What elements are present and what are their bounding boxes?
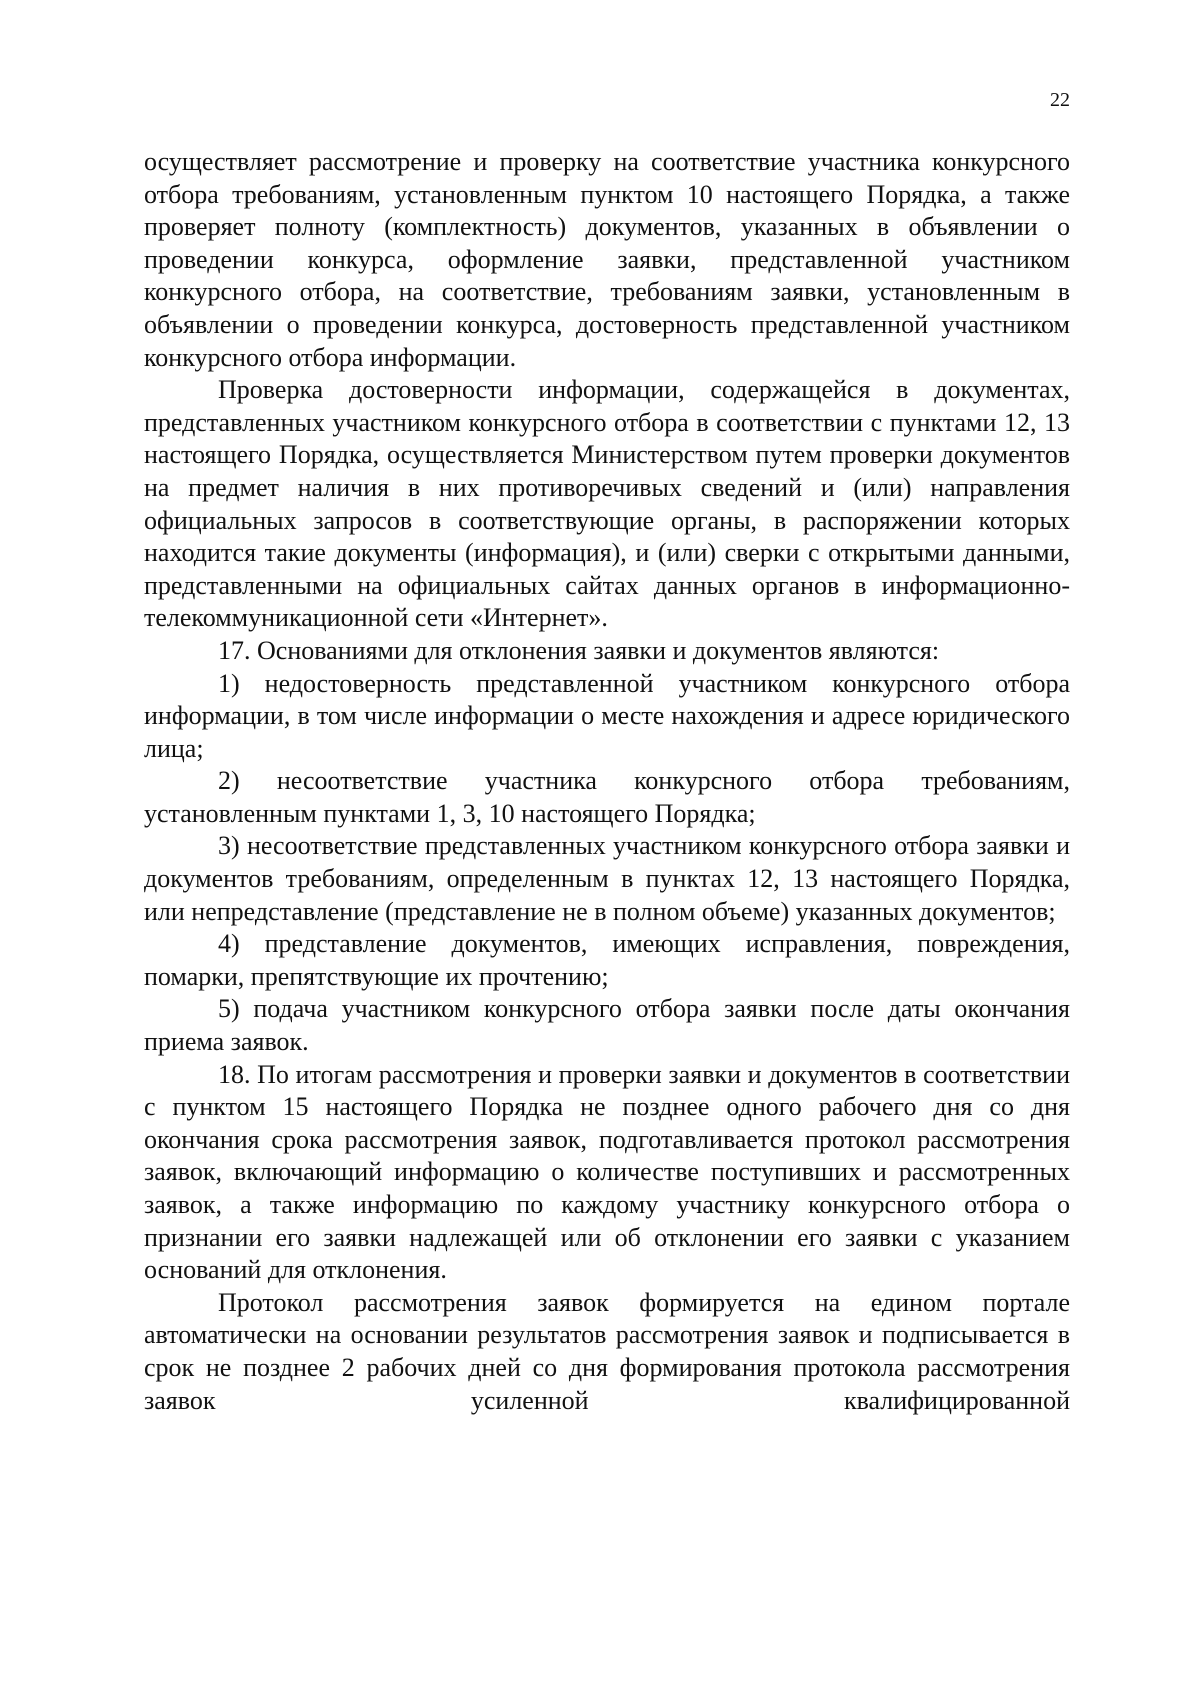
paragraph-verification: Проверка достоверности информации, содержащейся в документах, представленных участником конкурсного отбора в соответствии с пунктами 12, 13 настоящего Порядка, осуществляется Министерством путем проверки документов на предмет наличия в них противоречивых сведений и (или) направления официальных запросов в соответствующие органы, в распоряжении которых находится такие документы (информация), и (или) сверки с открытыми данными, представленными на официальных сайтах данных органов в информационно-телекоммуникационной сети «Интернет». [144, 375, 1070, 633]
list-item-3: 3) несоответствие представленных участником конкурсного отбора заявки и документов требованиям, определенным в пунктах 12, 13 настоящего Порядка, или непредставление (представление не в полном объеме) указанных документов; [144, 831, 1070, 926]
document-body [144, 146, 1070, 1417]
list-item-1: 1) недостоверность представленной участником конкурсного отбора информации, в том числе информации о месте нахождения и адресе юридического лица; [144, 668, 1070, 763]
list-item-5: 5) подача участником конкурсного отбора заявки после даты окончания приема заявок. [144, 994, 1070, 1057]
paragraph-17-grounds: 17. Основаниями для отклонения заявки и документов являются: [218, 635, 940, 665]
list-item-4: 4) представление документов, имеющих исправления, повреждения, помарки, препятствующие их прочтению; [144, 929, 1070, 991]
page-number: 22 [1050, 89, 1070, 111]
paragraph-18-protocol: 18. По итогам рассмотрения и проверки заявки и документов в соответствии с пунктом 15 настоящего Порядка не позднее одного рабочего дня со дня окончания срока рассмотрения заявок, подготавливается протокол рассмотрения заявок, включающий информацию о количестве поступивших и рассмотренных заявок, а также информацию по каждому участнику конкурсного отбора о признании его заявки надлежащей или об отклонении его заявки с указанием оснований для отклонения. [144, 1059, 1070, 1285]
paragraph-review-continuation: осуществляет рассмотрение и проверку на соответствие участника конкурсного отбора требованиям, установленным пунктом 10 настоящего Порядка, а также проверяет полноту (комплектность) документов, указанных в объявлении о проведении конкурса, оформление заявки, представленной участником конкурсного отбора, на соответствие, требованиям заявки, установленным в объявлении о проведении конкурса, достоверность представленной участником конкурсного отбора информации. [144, 147, 1070, 372]
list-item-2: 2) несоответствие участника конкурсного отбора требованиям, установленным пунктами 1, 3, 10 настоящего Порядка; [144, 766, 1070, 828]
paragraph-protocol-signing: Протокол рассмотрения заявок формируется на едином портале автоматически на основании результатов рассмотрения заявок и подписывается в срок не позднее 2 рабочих дней со дня формирования протокола рассмотрения заявок усиленной квалифицированной [144, 1287, 1070, 1415]
